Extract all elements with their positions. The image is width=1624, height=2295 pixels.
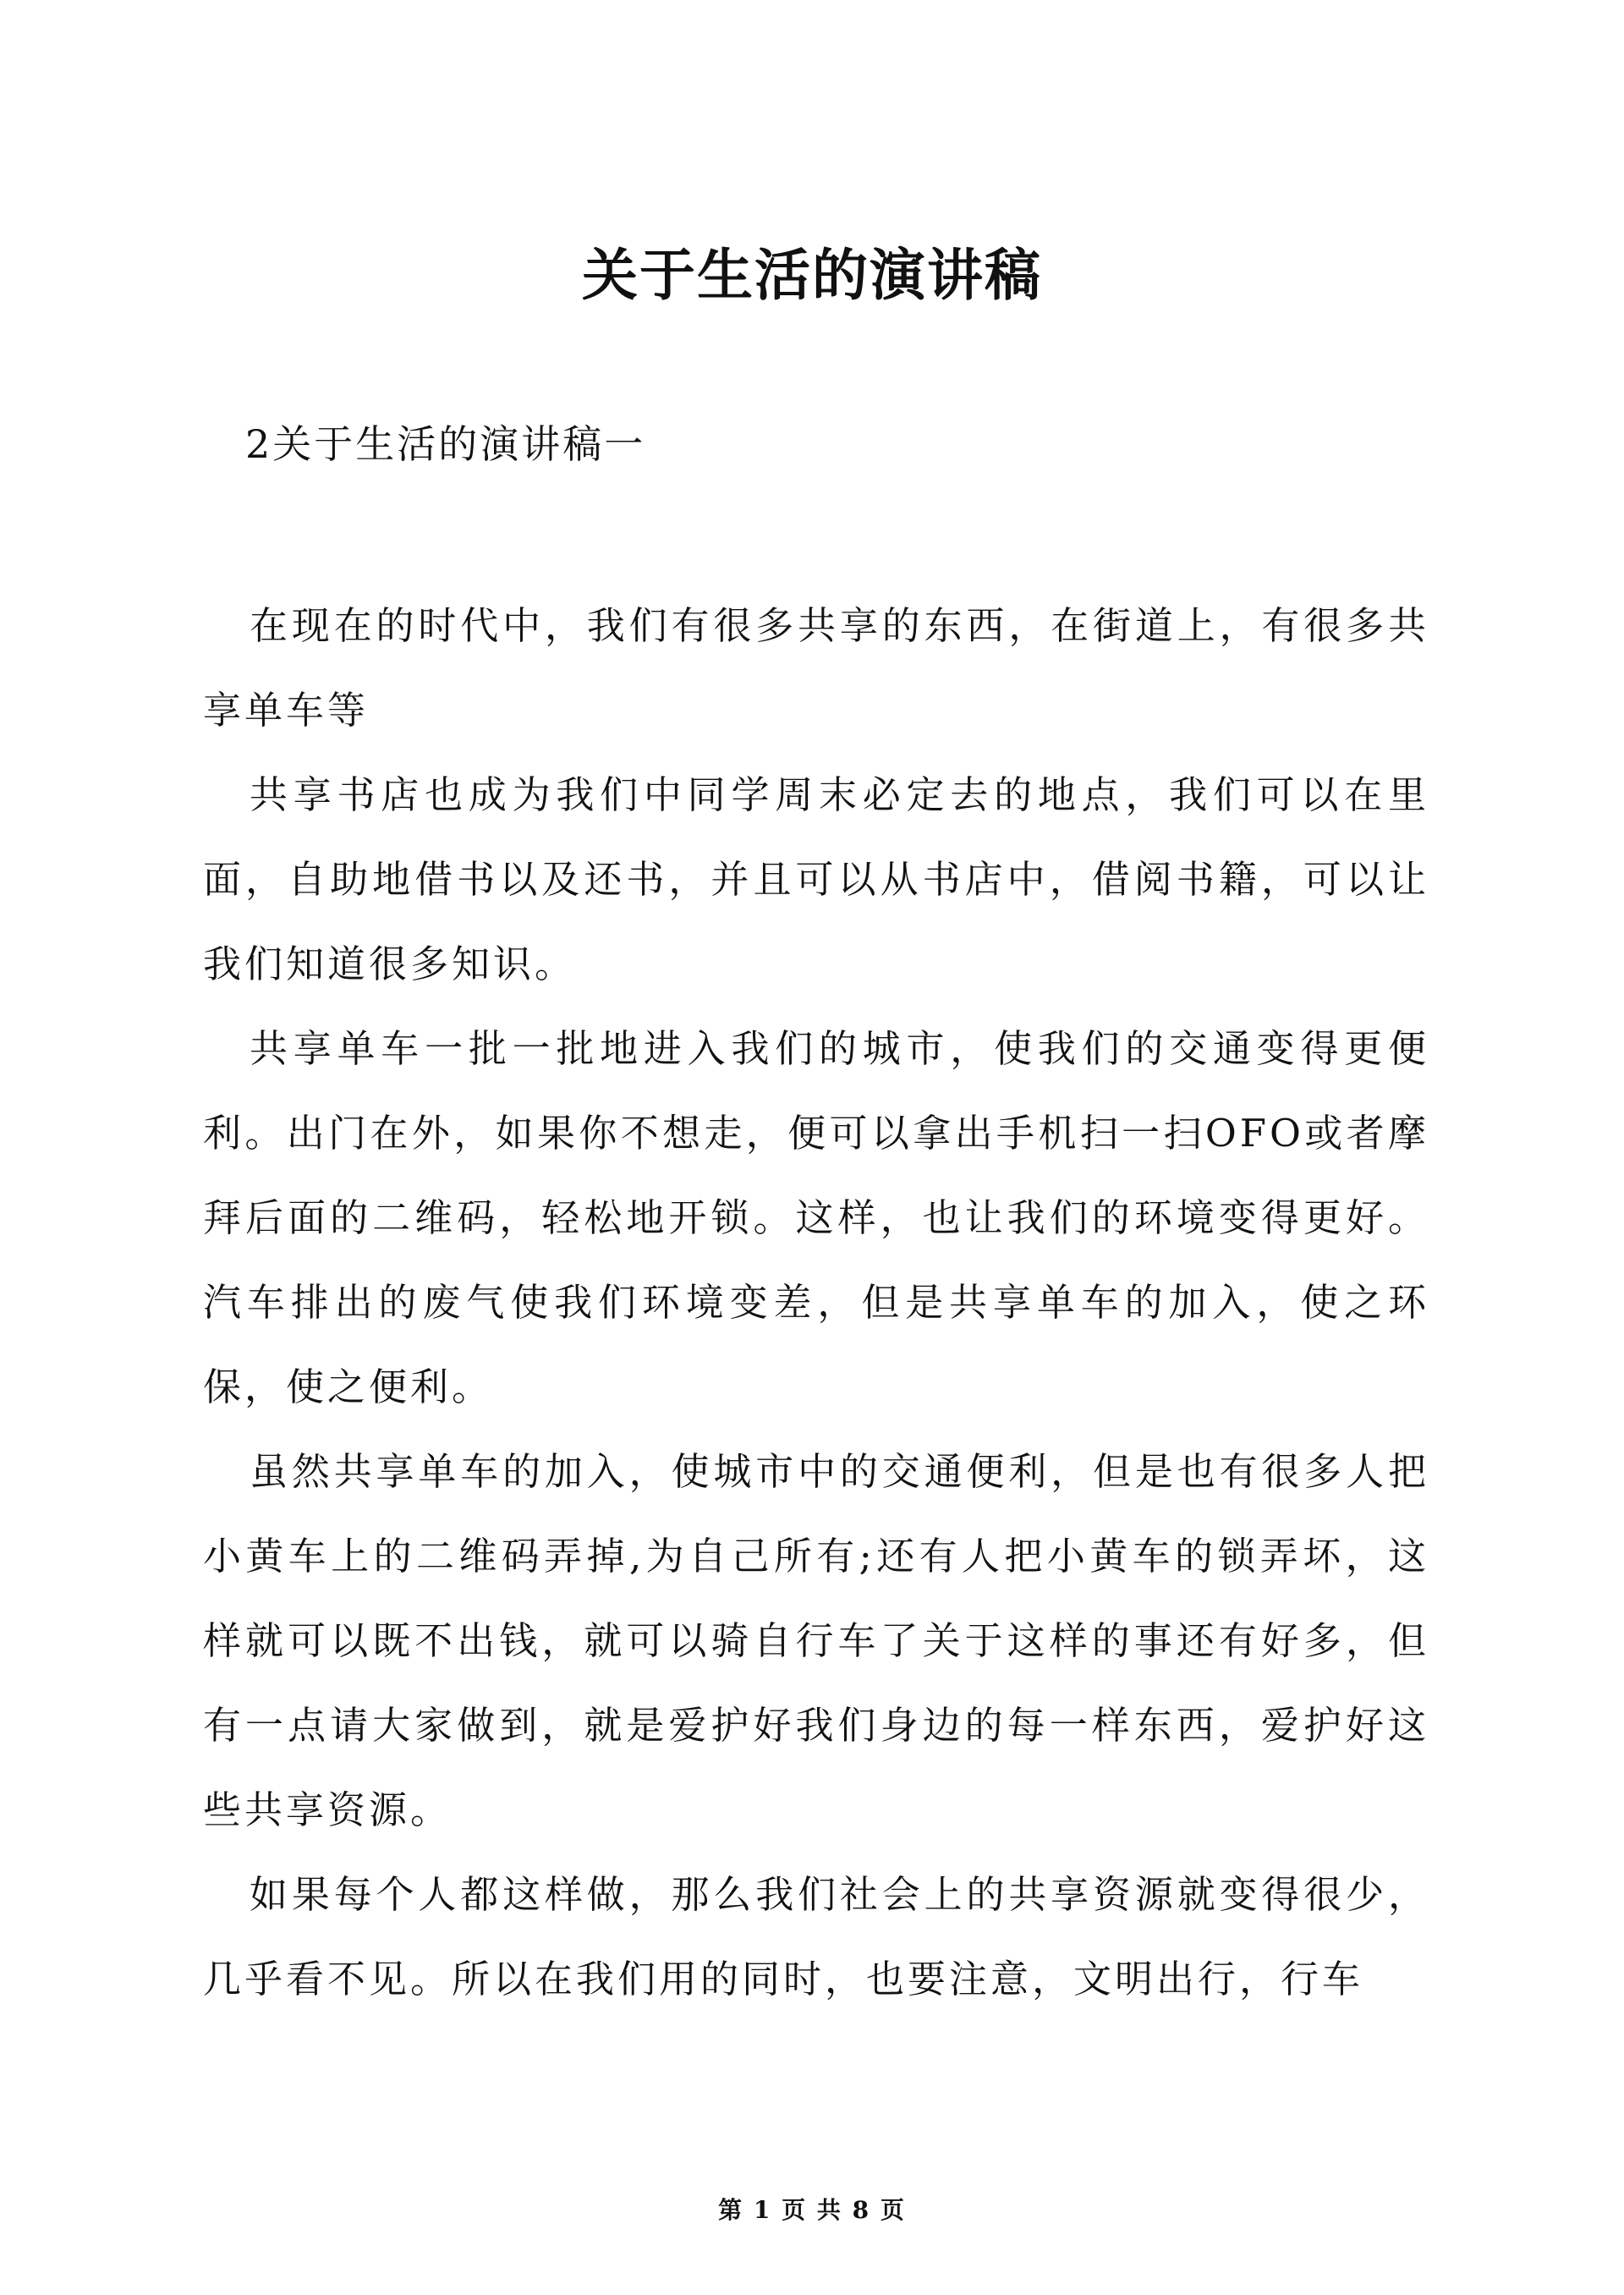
document-body xyxy=(203,584,1429,2022)
paragraph: 虽然共享单车的加入，使城市中的交通便利，但是也有很多人把小黄车上的二维码弄掉,为自己所有;还有人把小黄车的锁弄坏，这样就可以既不出钱，就可以骑自行车了关于这样的事还有好多，但有一点请大家做到，就是爱护好我们身边的每一样东西，爱护好这些共享资源。 xyxy=(203,1449,1429,1832)
paragraph: 如果每个人都这样做，那么我们社会上的共享资源就变得很少，几乎看不见。所以在我们用的同时，也要注意，文明出行，行车 xyxy=(203,1872,1429,2001)
paragraph: 共享书店也成为我们中同学周末必定去的地点，我们可以在里面，自助地借书以及还书，并且可以从书店中，借阅书籍，可以让我们知道很多知识。 xyxy=(203,772,1429,986)
paragraph: 在现在的时代中，我们有很多共享的东西，在街道上，有很多共享单车等 xyxy=(203,603,1429,733)
document-title: 关于生活的演讲稿 xyxy=(582,242,1042,308)
document-subtitle: 2关于生活的演讲稿一 xyxy=(245,421,646,467)
paragraph: 共享单车一批一批地进入我们的城市，使我们的交通变得更便利。出门在外，如果你不想走，便可以拿出手机扫一扫OFO或者摩拜后面的二维码，轻松地开锁。这样，也让我们的环境变得更好。汽车排出的废气使我们环境变差，但是共享单车的加入，使之环保，使之便利。 xyxy=(203,1026,1429,1409)
page-footer: 第 1 页 共 8 页 xyxy=(718,2196,906,2224)
